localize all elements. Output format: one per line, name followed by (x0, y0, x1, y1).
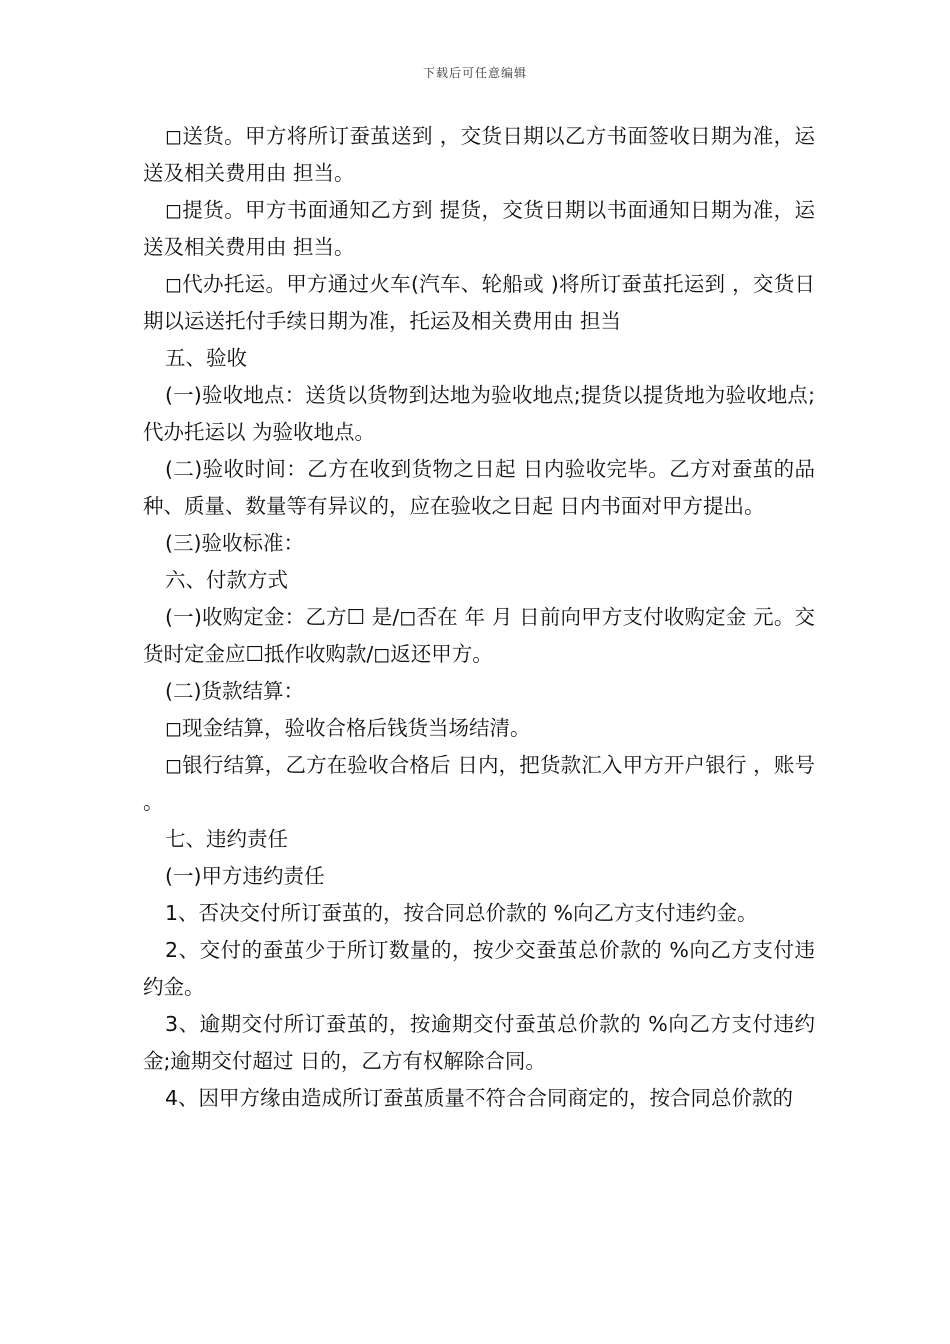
section-heading-payment: 六、付款方式 (165, 568, 288, 592)
section-heading-liability: 七、违约责任 (165, 827, 288, 851)
list-item-1: 1、否决交付所订蚕茧的，按合同总价款的 %向乙方支付违约金。 (165, 901, 758, 925)
paragraph-delivery: ◻送货。甲方将所订蚕茧送到 ，交货日期以乙方书面签收日期为准，运送及相关费用由 担当。 (143, 124, 815, 185)
paragraph-cash-settlement: ◻现金结算，验收合格后钱货当场结清。 (165, 716, 531, 740)
paragraph-inspection-time: (二)验收时间：乙方在收到货物之日起 日内验收完毕。乙方对蚕茧的品种、质量、数量等有异议的，应在验收之日起 日内书面对甲方提出。 (143, 457, 815, 518)
page-header: 下载后可任意编辑 (422, 66, 527, 80)
paragraph-settlement: (二)货款结算： (165, 679, 304, 703)
paragraph-consignment: ◻代办托运。甲方通过火车(汽车、轮船或 )将所订蚕茧托运到 ，交货日期以运送托付手续日期为准，托运及相关费用由 担当 (143, 272, 815, 333)
paragraph-bank-settlement: ◻银行结算，乙方在验收合格后 日内，把货款汇入甲方开户银行 ，账号 。 (143, 753, 815, 814)
paragraph-inspection-standard: (三)验收标准： (165, 531, 304, 555)
section-heading-inspection: 五、验收 (165, 346, 247, 370)
paragraph-deposit: (一)收购定金：乙方☐ 是/◻否在 年 月 日前向甲方支付收购定金 元。交货时定金应☐抵作收购款/◻返还甲方。 (143, 605, 815, 666)
paragraph-pickup: ◻提货。甲方书面通知乙方到 提货，交货日期以书面通知日期为准，运送及相关费用由 担当。 (143, 198, 815, 259)
paragraph-inspection-location: (一)验收地点：送货以货物到达地为验收地点;提货以提货地为验收地点;代办托运以 为验收地点。 (143, 383, 815, 444)
list-item-2: 2、交付的蚕茧少于所订数量的，按少交蚕茧总价款的 %向乙方支付违约金。 (143, 938, 815, 999)
list-item-4: 4、因甲方缘由造成所订蚕茧质量不符合合同商定的，按合同总价款的 (165, 1086, 794, 1110)
paragraph-party-a-liability: (一)甲方违约责任 (165, 864, 325, 888)
list-item-3: 3、逾期交付所订蚕茧的，按逾期交付蚕茧总价款的 %向乙方支付违约金;逾期交付超过 日的，乙方有权解除合同。 (143, 1012, 815, 1073)
document-body (143, 118, 815, 1117)
